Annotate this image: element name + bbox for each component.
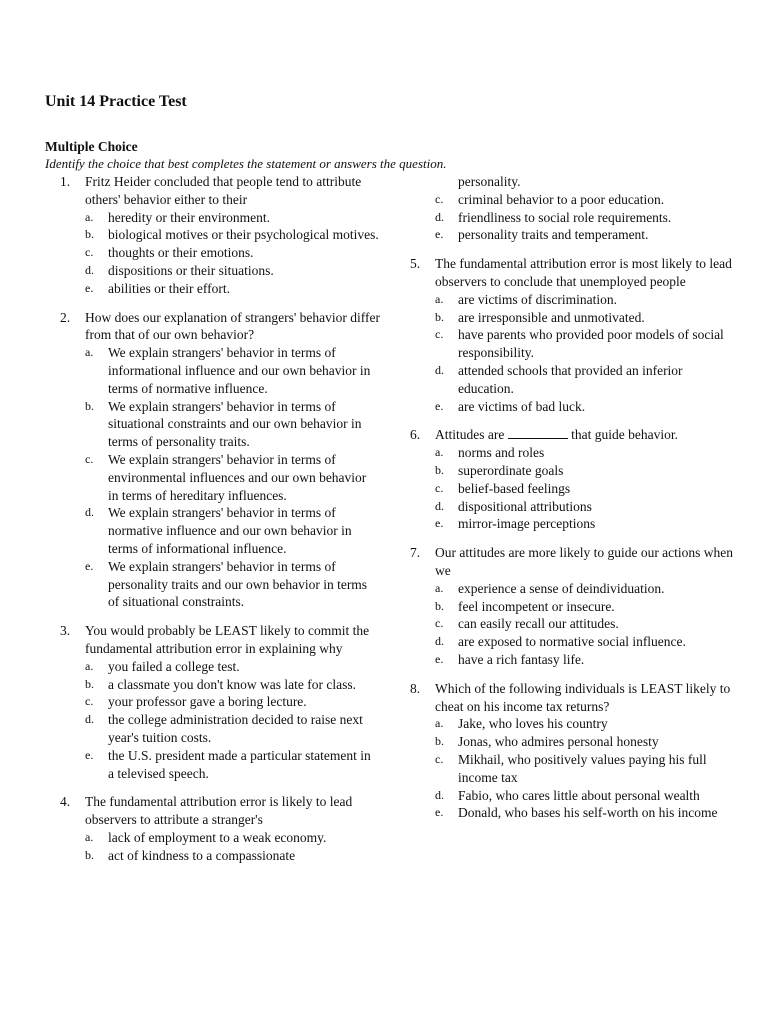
option-text: friendliness to social role requirements. bbox=[458, 209, 672, 225]
option-letter: a. bbox=[435, 580, 444, 595]
answer-option bbox=[435, 598, 738, 616]
option-text: lack of employment to a weak economy. bbox=[108, 829, 327, 845]
option-list bbox=[435, 191, 738, 244]
option-text: We explain strangers' behavior in terms of informational influence and our own behavior in terms of normative influence. bbox=[108, 345, 371, 396]
question-item bbox=[60, 793, 380, 864]
answer-option bbox=[85, 693, 380, 711]
option-letter: e. bbox=[85, 747, 94, 762]
option-list bbox=[435, 444, 738, 533]
option-text: are victims of discrimination. bbox=[458, 291, 617, 307]
option-letter: d. bbox=[85, 262, 94, 277]
question-number: 1. bbox=[60, 174, 71, 189]
answer-option bbox=[85, 226, 380, 244]
option-letter: c. bbox=[85, 245, 94, 260]
question-text: How does our explanation of strangers' behavior differ from that of our own behavior? bbox=[85, 309, 380, 343]
question-number: 8. bbox=[410, 680, 421, 696]
option-letter: d. bbox=[85, 712, 94, 727]
option-text: act of kindness to a compassionate bbox=[108, 847, 296, 863]
option-text: the college administration decided to raise next year's tuition costs. bbox=[108, 712, 363, 745]
question-number: 7. bbox=[410, 545, 421, 561]
answer-option bbox=[435, 444, 738, 462]
answer-option bbox=[435, 733, 738, 751]
question-text: Our attitudes are more likely to guide our actions when we bbox=[435, 545, 734, 578]
option-letter: d. bbox=[435, 787, 444, 802]
option-letter: d. bbox=[85, 505, 94, 520]
option-list bbox=[85, 658, 380, 783]
answer-option bbox=[435, 362, 738, 398]
option-letter: b. bbox=[435, 462, 444, 477]
option-text: are irresponsible and unmotivated. bbox=[458, 309, 645, 325]
option-text: can easily recall our attitudes. bbox=[458, 616, 619, 632]
option-text: feel incompetent or insecure. bbox=[458, 598, 615, 614]
option-letter: a. bbox=[85, 658, 94, 673]
option-letter: e. bbox=[435, 805, 444, 820]
question-text: You would probably be LEAST likely to commit the fundamental attribution error in explaining why bbox=[85, 623, 370, 656]
answer-option bbox=[85, 847, 380, 865]
question-item bbox=[60, 309, 380, 612]
question-stem bbox=[60, 173, 380, 209]
option-text: Jake, who loves his country bbox=[458, 716, 608, 732]
option-letter: c. bbox=[435, 616, 444, 631]
question-stem bbox=[60, 793, 380, 829]
question-number: 2. bbox=[60, 309, 71, 325]
answer-option bbox=[85, 658, 380, 676]
option-letter: b. bbox=[85, 227, 94, 242]
option-text: mirror-image perceptions bbox=[458, 516, 596, 532]
option-letter: d. bbox=[435, 498, 444, 513]
answer-option bbox=[435, 515, 738, 533]
option-text: you failed a college test. bbox=[108, 658, 240, 674]
answer-option bbox=[435, 804, 738, 822]
option-text: We explain strangers' behavior in terms of personality traits and our own behavior in terms of situational constraints. bbox=[108, 558, 368, 610]
answer-option bbox=[435, 226, 738, 244]
option-letter: e. bbox=[435, 398, 444, 413]
option-letter: c. bbox=[85, 451, 94, 466]
option-letter: c. bbox=[435, 191, 444, 206]
answer-option bbox=[85, 451, 380, 504]
option-text: heredity or their environment. bbox=[108, 209, 270, 225]
answer-option bbox=[435, 291, 738, 309]
left-column bbox=[60, 173, 380, 875]
option-text: Fabio, who cares little about personal wealth bbox=[458, 787, 700, 803]
option-letter: a. bbox=[85, 345, 94, 360]
question-number: 4. bbox=[60, 794, 71, 810]
option-text: experience a sense of deindividuation. bbox=[458, 580, 665, 596]
option-text: the U.S. president made a particular statement in a televised speech. bbox=[108, 747, 371, 781]
answer-option bbox=[435, 191, 738, 209]
answer-option bbox=[435, 326, 738, 362]
question-item bbox=[410, 544, 738, 669]
question-stem bbox=[410, 544, 738, 580]
answer-option bbox=[85, 262, 380, 280]
answer-option bbox=[435, 615, 738, 633]
option-letter: a. bbox=[85, 209, 94, 224]
question-stem bbox=[60, 622, 380, 658]
continued-line: personality. bbox=[458, 174, 521, 189]
answer-option bbox=[435, 715, 738, 733]
answer-option bbox=[435, 580, 738, 598]
option-text: We explain strangers' behavior in terms of normative influence and our own behavior in terms of informational influence. bbox=[108, 505, 352, 556]
option-text: thoughts or their emotions. bbox=[108, 245, 254, 261]
answer-option bbox=[85, 558, 380, 611]
question-item bbox=[410, 255, 738, 415]
question-stem bbox=[410, 680, 738, 716]
question-stem bbox=[410, 255, 738, 291]
option-text: personality traits and temperament. bbox=[458, 227, 649, 243]
section-heading: Multiple Choice bbox=[45, 139, 138, 154]
answer-option bbox=[435, 398, 738, 416]
option-text: are exposed to normative social influence. bbox=[458, 634, 686, 650]
answer-option bbox=[85, 711, 380, 747]
option-text: belief-based feelings bbox=[458, 480, 571, 496]
question-text-before: Attitudes are bbox=[435, 427, 505, 443]
option-text: Mikhail, who positively values paying his full income tax bbox=[458, 751, 707, 785]
answer-option bbox=[435, 751, 738, 787]
option-text: Jonas, who admires personal honesty bbox=[458, 734, 659, 750]
question-continued bbox=[410, 173, 738, 244]
option-letter: d. bbox=[435, 362, 444, 377]
option-letter: c. bbox=[435, 327, 444, 342]
option-text: abilities or their effort. bbox=[108, 280, 230, 296]
option-letter: b. bbox=[85, 676, 94, 691]
option-letter: b. bbox=[435, 598, 444, 613]
option-letter: d. bbox=[435, 634, 444, 649]
option-text: biological motives or their psychological motives. bbox=[108, 227, 379, 243]
answer-option bbox=[435, 633, 738, 651]
option-text: have parents who provided poor models of social responsibility. bbox=[458, 327, 724, 361]
option-letter: a. bbox=[435, 716, 444, 731]
option-list bbox=[435, 580, 738, 669]
question-item bbox=[60, 622, 380, 782]
option-letter: e. bbox=[85, 280, 94, 295]
question-text: Which of the following individuals is LEAST likely to cheat on his income tax returns? bbox=[435, 680, 731, 714]
option-text: norms and roles bbox=[458, 445, 545, 461]
answer-option bbox=[435, 787, 738, 805]
answer-option bbox=[85, 280, 380, 298]
option-letter: a. bbox=[435, 445, 444, 460]
question-stem bbox=[60, 309, 380, 345]
option-list bbox=[85, 829, 380, 865]
answer-option bbox=[85, 747, 380, 783]
answer-option bbox=[435, 462, 738, 480]
option-list bbox=[85, 209, 380, 298]
question-text: The fundamental attribution error is likely to lead observers to attribute a stranger's bbox=[85, 794, 353, 828]
question-number: 5. bbox=[410, 256, 421, 272]
option-text: dispositional attributions bbox=[458, 498, 592, 514]
option-text: attended schools that provided an inferior education. bbox=[458, 362, 683, 396]
answer-option bbox=[85, 398, 380, 451]
option-letter: c. bbox=[435, 751, 444, 766]
question-number: 6. bbox=[410, 427, 421, 443]
option-text: We explain strangers' behavior in terms of situational constraints and our own behavior in terms of personality traits. bbox=[108, 398, 362, 450]
option-letter: b. bbox=[435, 734, 444, 749]
option-list bbox=[435, 715, 738, 822]
option-list bbox=[85, 344, 380, 611]
question-number: 3. bbox=[60, 623, 71, 639]
option-letter: b. bbox=[85, 847, 94, 862]
question-text-after: that guide behavior. bbox=[571, 427, 678, 443]
question-item bbox=[410, 426, 738, 533]
option-letter: d. bbox=[435, 209, 444, 224]
question-text bbox=[435, 426, 738, 444]
option-text: your professor gave a boring lecture. bbox=[108, 694, 307, 710]
option-text: a classmate you don't know was late for class. bbox=[108, 676, 356, 692]
option-text: We explain strangers' behavior in terms of environmental influences and our own behavior in terms of hereditary influences. bbox=[108, 451, 367, 503]
option-letter: e. bbox=[435, 651, 444, 666]
option-text: are victims of bad luck. bbox=[458, 398, 586, 414]
answer-option bbox=[85, 209, 380, 227]
question-text: The fundamental attribution error is most likely to lead observers to conclude that unemployed people bbox=[435, 256, 732, 289]
option-list bbox=[435, 291, 738, 416]
answer-option bbox=[435, 651, 738, 669]
question-item bbox=[410, 680, 738, 822]
option-text: criminal behavior to a poor education. bbox=[458, 191, 665, 207]
answer-option bbox=[85, 504, 380, 557]
answer-option bbox=[435, 480, 738, 498]
option-text: dispositions or their situations. bbox=[108, 262, 274, 278]
option-letter: b. bbox=[85, 398, 94, 413]
option-letter: c. bbox=[85, 694, 94, 709]
question-stem bbox=[410, 426, 738, 444]
option-text: have a rich fantasy life. bbox=[458, 651, 585, 667]
answer-option bbox=[85, 344, 380, 397]
option-letter: a. bbox=[85, 829, 94, 844]
option-letter: c. bbox=[435, 480, 444, 495]
answer-option bbox=[85, 676, 380, 694]
option-letter: a. bbox=[435, 291, 444, 306]
answer-option bbox=[85, 829, 380, 847]
option-letter: e. bbox=[435, 516, 444, 531]
option-letter: e. bbox=[85, 558, 94, 573]
fill-in-blank bbox=[508, 427, 568, 439]
option-text: Donald, who bases his self-worth on his income bbox=[458, 805, 718, 821]
option-text: superordinate goals bbox=[458, 462, 564, 478]
instructions: Identify the choice that best completes the statement or answers the question. bbox=[45, 156, 447, 171]
option-letter: b. bbox=[435, 309, 444, 324]
answer-option bbox=[435, 209, 738, 227]
page-title: Unit 14 Practice Test bbox=[45, 93, 187, 110]
answer-option bbox=[85, 244, 380, 262]
question-text: Fritz Heider concluded that people tend to attribute others' behavior either to their bbox=[85, 174, 362, 207]
answer-option bbox=[435, 309, 738, 327]
right-column bbox=[410, 173, 738, 833]
option-letter: e. bbox=[435, 227, 444, 242]
answer-option bbox=[435, 498, 738, 516]
question-item bbox=[60, 173, 380, 298]
